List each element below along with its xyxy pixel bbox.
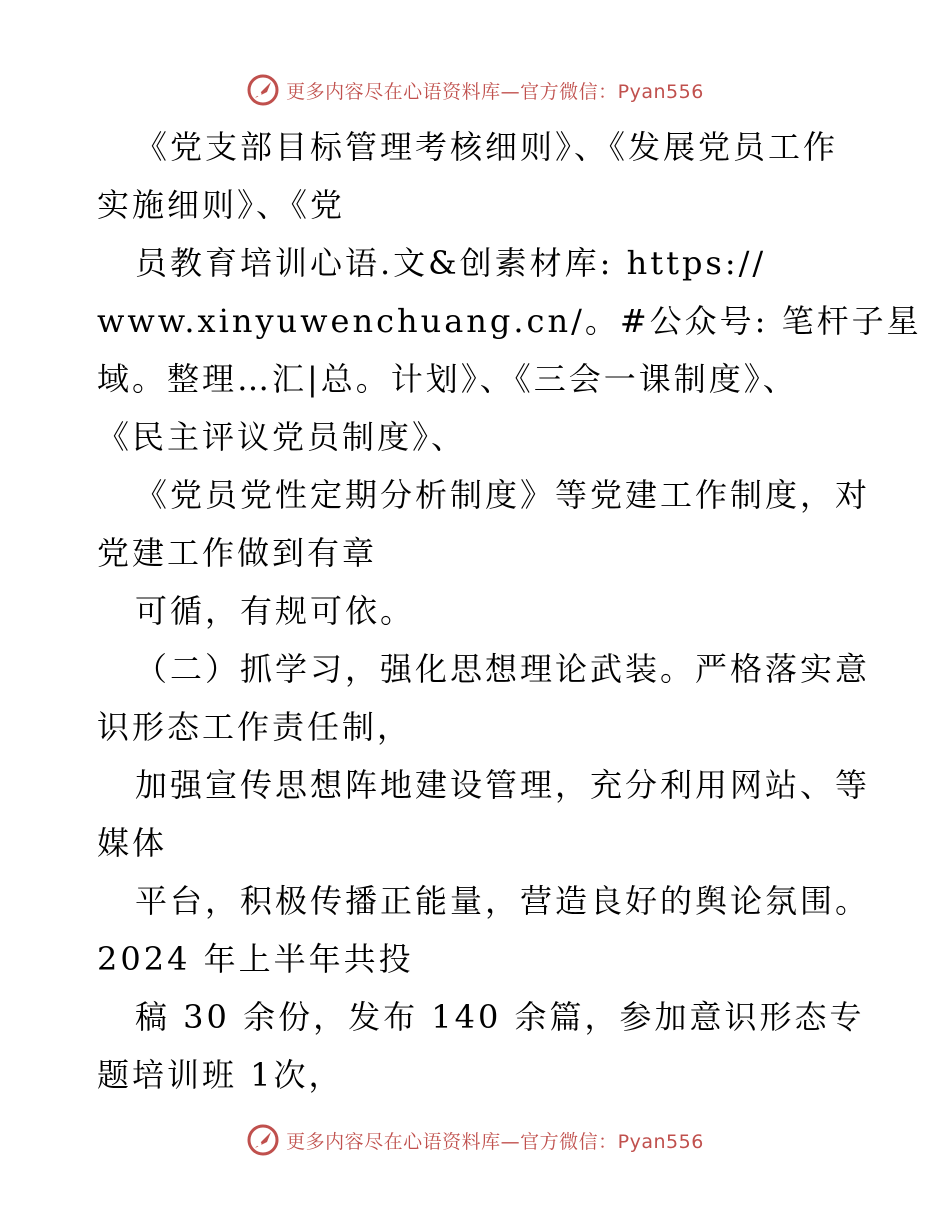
body-line: 《民主评议党员制度》、 [97,418,467,456]
header-banner [0,70,950,110]
body-line: www.xinyuwenchuang.cn/。#公众号: 笔杆子星 [97,302,922,340]
feather-pen-seal-icon [246,1123,280,1157]
footer-banner [0,1120,950,1160]
body-line: 题培训班 1次， [97,1056,344,1094]
body-line: 可循，有规可依。 [135,592,416,630]
body-line: 媒体 [97,824,168,862]
body-line: 加强宣传思想阵地建设管理，充分利用网站、等 [135,766,871,804]
header-site-text: 更多内容尽在心语资料库 [286,80,501,103]
body-line: 《党员党性定期分析制度》等党建工作制度，对 [135,476,871,514]
footer-site-text: 更多内容尽在心语资料库 [286,1130,501,1153]
body-line: 实施细则》、《党 [97,186,346,224]
body-line: 员教育培训心语.文&创素材库: https:// [135,244,767,282]
body-line: 2024 年上半年共投 [97,940,414,978]
body-line: 识形态工作责任制， [97,708,413,746]
body-line: 平台，积极传播正能量，营造良好的舆论氛围。 [135,882,871,920]
body-line: 稿 30 余份，发布 140 余篇，参加意识形态专 [135,998,865,1036]
body-line: 《党支部目标管理考核细则》、《发展党员工作 [135,128,839,166]
body-line: 党建工作做到有章 [97,534,378,572]
body-line: 域。整理…汇|总。计划》、《三会一课制度》、 [97,360,798,398]
header-banner-text [286,77,704,104]
header-wechat-text: 官方微信：Pyan556 [520,80,704,103]
footer-banner-text [286,1127,704,1154]
header-separator: — [500,80,521,103]
document-body [97,118,922,1104]
footer-separator: — [500,1130,521,1153]
body-line: （二）抓学习，强化思想理论武装。严格落实意 [135,650,871,688]
feather-pen-seal-icon [246,73,280,107]
footer-wechat-text: 官方微信：Pyan556 [520,1130,704,1153]
